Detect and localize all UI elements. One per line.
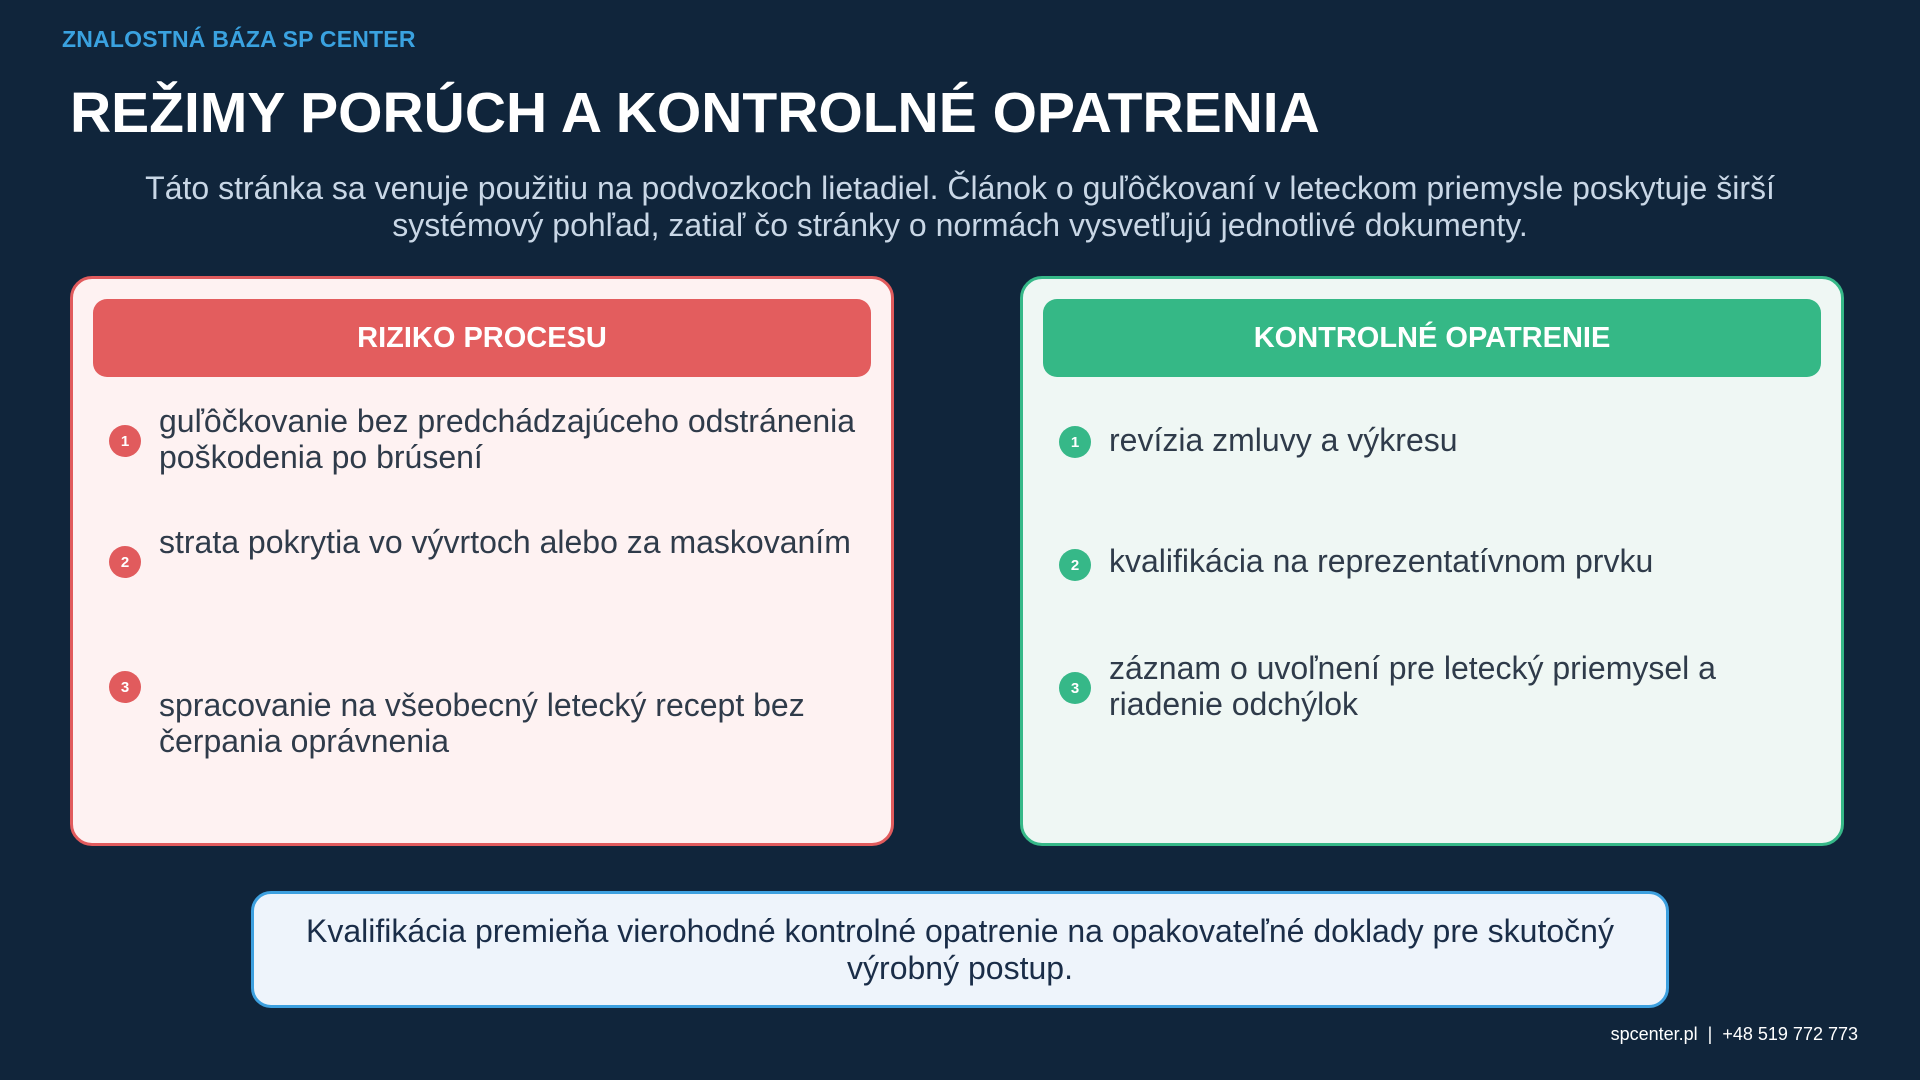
- number-badge: 2: [1059, 549, 1091, 581]
- intro-paragraph: Táto stránka sa venuje použitiu na podvozkoch lietadiel. Článok o guľôčkovaní v leteckom priemysle poskytuje širší systémový pohľad, zatiaľ čo stránky o normách vysvetľujú jednotlivé dokumenty.: [145, 170, 1775, 243]
- risk-item-3: [109, 677, 861, 759]
- page-title: REŽIMY PORÚCH A KONTROLNÉ OPATRENIA: [70, 81, 1320, 145]
- risk-item-text: spracovanie na všeobecný letecký recept bez čerpania oprávnenia: [159, 687, 805, 759]
- risk-item-text: strata pokrytia vo vývrtoch alebo za maskovaním: [159, 524, 851, 560]
- risk-item-text: guľôčkovanie bez predchádzajúceho odstránenia poškodenia po brúsení: [159, 403, 856, 475]
- risk-item-2: [109, 524, 861, 578]
- control-item-3: [1059, 650, 1811, 722]
- control-card-heading: KONTROLNÉ OPATRENIE: [1043, 299, 1821, 377]
- control-card: [1020, 276, 1844, 846]
- summary-callout: Kvalifikácia premieňa vierohodné kontrolné opatrenie na opakovateľné doklady pre skutočný výrobný postup.: [251, 891, 1669, 1008]
- footer-contact: [1611, 1024, 1858, 1045]
- number-badge: 1: [1059, 426, 1091, 458]
- control-item-text: revízia zmluvy a výkresu: [1109, 422, 1458, 458]
- risk-card-heading: RIZIKO PROCESU: [93, 299, 871, 377]
- risk-card: [70, 276, 894, 846]
- footer-phone[interactable]: +48 519 772 773: [1722, 1024, 1858, 1044]
- number-badge: 3: [1059, 672, 1091, 704]
- number-badge: 1: [109, 425, 141, 457]
- footer-website-link[interactable]: spcenter.pl: [1610, 1024, 1698, 1044]
- footer-separator: |: [1707, 1024, 1713, 1044]
- number-badge: 2: [109, 546, 141, 578]
- control-item-1: [1059, 422, 1811, 458]
- control-item-2: [1059, 543, 1811, 581]
- eyebrow-label: ZNALOSTNÁ BÁZA SP CENTER: [62, 26, 416, 52]
- number-badge: 3: [109, 671, 141, 703]
- control-item-text: kvalifikácia na reprezentatívnom prvku: [1109, 543, 1654, 579]
- risk-item-1: [109, 403, 861, 475]
- control-item-text: záznam o uvoľnení pre letecký priemysel a riadenie odchýlok: [1109, 650, 1716, 722]
